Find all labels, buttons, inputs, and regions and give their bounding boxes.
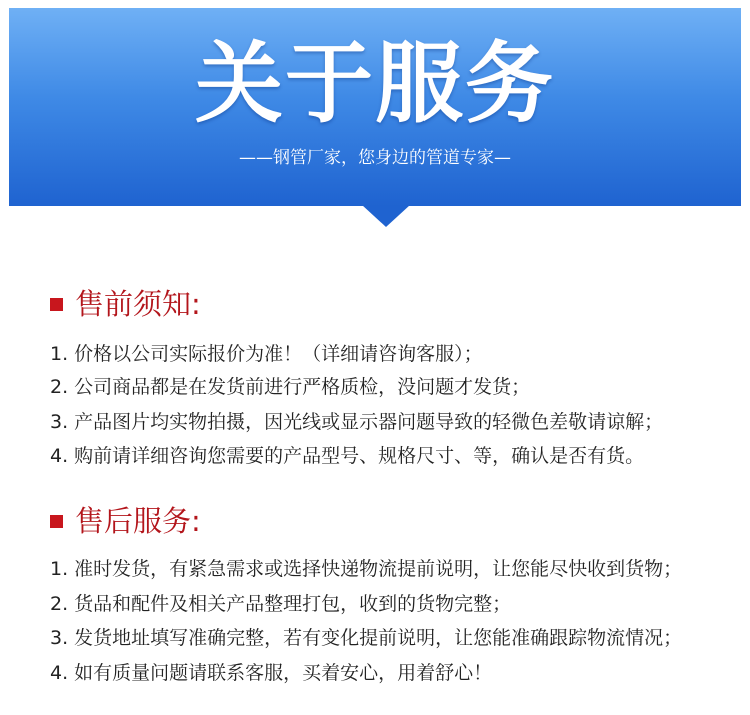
pre-sale-item: 4. 购前请详细咨询您需要的产品型号、规格尺寸、等，确认是否有货。 — [50, 445, 645, 467]
banner-subtitle: ——钢管厂家，您身边的管道专家— — [239, 148, 511, 168]
pre-sale-item: 3. 产品图片均实物拍摄，因光线或显示器问题导致的轻微色差敬请谅解； — [50, 411, 664, 433]
pre-sale-heading-text: 售前须知: — [75, 287, 201, 321]
pre-sale-item: 1. 价格以公司实际报价为准！（详细请咨询客服）； — [50, 343, 483, 365]
after-sale-item: 2. 货品和配件及相关产品整理打包，收到的货物完整； — [50, 593, 512, 615]
banner-notch-arrow — [362, 205, 410, 227]
after-sale-item: 4. 如有质量问题请联系客服，买着安心，用着舒心！ — [50, 662, 493, 684]
after-sale-item: 1. 准时发货，有紧急需求或选择快递物流提前说明，让您能尽快收到货物； — [50, 558, 683, 580]
after-sale-item: 3. 发货地址填写准确完整，若有变化提前说明，让您能准确跟踪物流情况； — [50, 627, 683, 649]
after-sale-heading-text: 售后服务: — [75, 504, 201, 538]
banner-title: 关于服务 — [194, 32, 555, 135]
pre-sale-heading — [50, 284, 201, 324]
header-banner — [9, 8, 741, 206]
red-square-icon — [50, 515, 63, 528]
pre-sale-item: 2. 公司商品都是在发货前进行严格质检，没问题才发货； — [50, 376, 531, 398]
red-square-icon — [50, 298, 63, 311]
after-sale-heading — [50, 501, 201, 541]
